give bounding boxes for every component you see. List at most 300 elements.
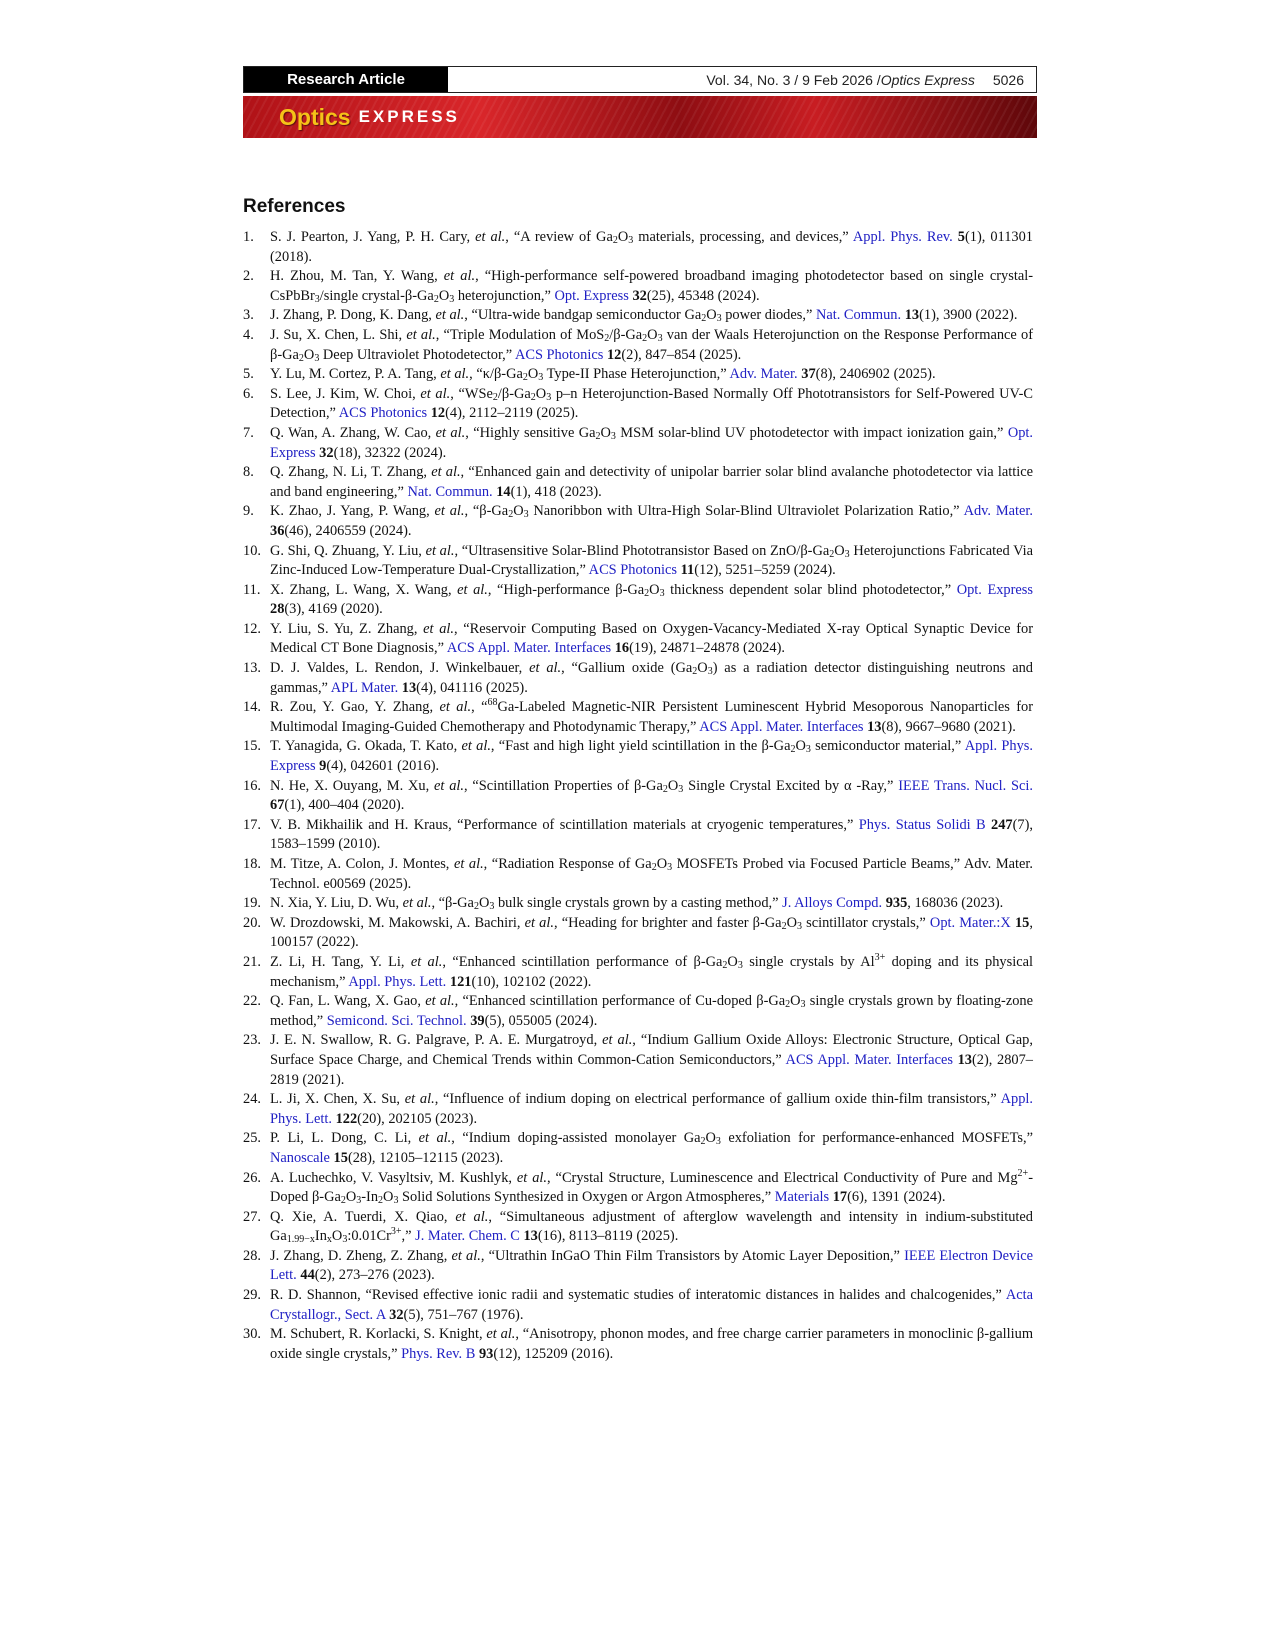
reference-number: 30. xyxy=(243,1326,261,1343)
ref-subscript: 2 xyxy=(722,959,728,971)
ref-volume: 36 xyxy=(270,522,285,539)
ref-authors: Q. Fan, L. Wang, X. Gao, xyxy=(270,993,426,1010)
ref-subscript: 3 xyxy=(805,744,811,756)
ref-pages: (19), 24871–24878 (2024). xyxy=(629,640,785,657)
reference-item-14 xyxy=(243,698,1033,737)
ref-subscript: 3 xyxy=(796,920,802,932)
reference-text xyxy=(270,502,1033,541)
ref-authors: M. Titze, A. Colon, J. Montes, xyxy=(270,856,454,872)
ref-etal: et al. xyxy=(406,326,436,343)
ref-superscript: 2+ xyxy=(1017,1167,1029,1179)
ref-title: , “A review of Ga xyxy=(505,229,613,245)
ref-title: Solid Solutions Synthesized in Oxygen or Argon Atmospheres,” xyxy=(398,1189,775,1206)
ref-title: In xyxy=(314,1228,327,1245)
journal-link[interactable]: Opt. Mater.:X xyxy=(929,914,1011,931)
ref-subscript: x xyxy=(326,1234,332,1246)
ref-subscript: 2 xyxy=(790,744,796,756)
ref-authors: Q. Xie, A. Tuerdi, X. Qiao, xyxy=(270,1208,456,1225)
ref-title: p–n Heterojunction-Based Normally Off Phototransistors for Self-Powered UV-C Detection,” xyxy=(270,385,1034,422)
ref-volume: 67 xyxy=(270,797,285,814)
reference-item-22 xyxy=(243,992,1033,1031)
ref-subscript: 2 xyxy=(433,293,439,305)
ref-etal: et al. xyxy=(434,503,465,520)
ref-subscript: 3 xyxy=(610,430,616,442)
ref-etal: et al. xyxy=(443,268,476,285)
journal-link[interactable]: IEEE Electron Device Lett. xyxy=(270,1247,1034,1284)
ref-authors: J. Zhang, P. Dong, K. Dang, xyxy=(270,307,436,324)
ref-title: , “Triple Modulation of MoS xyxy=(435,326,605,343)
journal-link[interactable]: Appl. Phys. Rev. xyxy=(852,229,953,245)
ref-subscript: 2 xyxy=(298,352,304,364)
reference-text xyxy=(270,1286,1033,1325)
ref-title: , “Crystal Structure, Luminescence and Electrical Conductivity of Pure and Mg xyxy=(547,1169,1018,1186)
ref-title: O xyxy=(656,856,668,872)
reference-text xyxy=(270,1090,1033,1129)
ref-subscript: 3 xyxy=(523,509,529,521)
ref-title: , “Highly sensitive Ga xyxy=(465,424,596,441)
ref-authors: S. Lee, J. Kim, W. Choi, xyxy=(270,385,421,402)
ref-pages: (4), 041116 (2025). xyxy=(416,679,528,696)
ref-title: O xyxy=(727,953,738,970)
ref-title: Nanoribbon with Ultra-High Solar-Blind Ultraviolet Polarization Ratio,” xyxy=(528,503,964,520)
ref-authors: P. Li, L. Dong, C. Li, xyxy=(270,1130,419,1147)
ref-etal: et al. xyxy=(435,424,466,441)
reference-item-12 xyxy=(243,620,1033,659)
ref-subscript: 3 xyxy=(449,293,455,305)
ref-title: , “WSe xyxy=(450,385,493,402)
ref-pages: (10), 102102 (2022). xyxy=(471,973,592,990)
ref-title: , “High-performance β-Ga xyxy=(487,581,645,598)
reference-number: 24. xyxy=(243,1091,261,1108)
ref-title: O xyxy=(786,914,797,931)
ref-etal: et al. xyxy=(440,366,470,383)
ref-etal: et al. xyxy=(423,620,455,637)
ref-pages: (1), 418 (2023). xyxy=(510,483,602,500)
reference-number: 28. xyxy=(243,1247,261,1264)
ref-authors: S. J. Pearton, J. Yang, P. H. Cary, xyxy=(270,229,476,245)
journal-link[interactable]: Appl. Phys. Lett. xyxy=(270,1091,1034,1127)
reference-number: 14. xyxy=(243,699,261,716)
journal-link[interactable]: Opt. Express xyxy=(956,581,1034,598)
ref-etal: et al. xyxy=(475,229,506,245)
reference-text xyxy=(270,698,1033,737)
ref-title: , “β-Ga xyxy=(431,895,474,912)
ref-subscript: 2 xyxy=(829,548,835,560)
reference-text xyxy=(270,894,1033,914)
ref-volume: 39 xyxy=(470,1012,485,1029)
ref-title: MOSFETs Probed via Focused Particle Beams,” Adv. Mater. Technol. e00569 (2025). xyxy=(270,856,1033,892)
ref-subscript: 2 xyxy=(700,1136,706,1148)
reference-item-15 xyxy=(243,737,1033,776)
references-heading: References xyxy=(243,196,346,217)
ref-volume: 37 xyxy=(801,366,816,383)
citation-journal: Optics Express xyxy=(880,71,975,88)
ref-title: , “Scintillation Properties of β-Ga xyxy=(464,777,663,794)
ref-subscript: 3 xyxy=(659,587,665,599)
reference-item-28 xyxy=(243,1247,1033,1286)
reference-text xyxy=(270,267,1033,306)
ref-title: O xyxy=(331,1228,343,1245)
ref-volume: 13 xyxy=(957,1051,972,1068)
journal-link[interactable]: Adv. Mater. xyxy=(963,503,1033,520)
ref-title: /β-Ga xyxy=(609,326,643,343)
reference-number: 21. xyxy=(243,953,261,970)
ref-pages: (8), 9667–9680 (2021). xyxy=(881,718,1016,735)
journal-logo-express: EXPRESS xyxy=(358,107,460,126)
reference-text xyxy=(270,659,1033,698)
ref-title: O xyxy=(535,385,547,402)
ref-title: van der Waals Heterojunction on the Response Performance of β-Ga xyxy=(270,326,1033,363)
ref-etal: et al. xyxy=(461,738,491,755)
ref-subscript: 1.99−x xyxy=(286,1234,315,1246)
citation-line xyxy=(448,67,1036,92)
ref-subscript: 2 xyxy=(530,391,536,403)
reference-item-7 xyxy=(243,424,1033,463)
ref-volume: 13 xyxy=(401,679,417,696)
ref-etal: et al. xyxy=(431,464,461,481)
ref-subscript: 3 xyxy=(678,783,684,795)
reference-text xyxy=(270,365,1033,385)
reference-text xyxy=(270,992,1033,1031)
ref-authors: Z. Li, H. Tang, Y. Li, xyxy=(270,953,411,970)
ref-title: :0.01Cr xyxy=(347,1228,391,1245)
ref-authors: R. D. Shannon, “Revised effective ionic radii and systematic studies of interatomic distances in halides and chalcogenides,” xyxy=(270,1287,1006,1304)
article-type-label: Research Article xyxy=(244,67,448,92)
reference-item-6 xyxy=(243,385,1033,424)
reference-number: 4. xyxy=(243,326,254,343)
reference-text xyxy=(270,581,1033,620)
ref-authors: Y. Lu, M. Cortez, P. A. Tang, xyxy=(270,366,441,383)
reference-text xyxy=(270,737,1033,776)
ref-pages: , 168036 (2023). xyxy=(907,895,1004,912)
ref-authors: J. Su, X. Chen, L. Shi, xyxy=(270,326,407,343)
ref-title: single crystals by Al xyxy=(742,953,875,970)
ref-superscript: 3+ xyxy=(874,951,886,963)
ref-etal: et al. xyxy=(457,581,488,598)
ref-subscript: 2 xyxy=(492,391,498,403)
reference-item-8 xyxy=(243,463,1033,502)
reference-text xyxy=(270,385,1033,424)
ref-title: doping and its physical mechanism,” xyxy=(270,953,1033,990)
ref-authors: N. He, X. Ouyang, M. Xu, xyxy=(270,777,434,794)
ref-authors: G. Shi, Q. Zhuang, Y. Liu, xyxy=(270,542,426,559)
ref-title: ,” xyxy=(401,1228,416,1245)
ref-etal: et al. xyxy=(425,542,455,559)
reference-item-3 xyxy=(243,306,1033,326)
ref-pages: (2), 847–854 (2025). xyxy=(621,346,742,363)
reference-number: 23. xyxy=(243,1032,261,1049)
reference-text xyxy=(270,1129,1033,1168)
reference-number: 3. xyxy=(243,307,254,324)
ref-subscript: 3 xyxy=(314,293,320,305)
reference-item-26 xyxy=(243,1169,1033,1208)
journal-logo-optics: Optics xyxy=(279,103,351,130)
reference-text xyxy=(270,1325,1033,1364)
journal-link[interactable]: ACS Photonics xyxy=(514,346,604,363)
ref-pages: (8), 2406902 (2025). xyxy=(815,366,936,383)
reference-item-2 xyxy=(243,267,1033,306)
journal-link[interactable]: Semicond. Sci. Technol. xyxy=(326,1012,467,1029)
reference-item-11 xyxy=(243,581,1033,620)
ref-title: , “Ultra-wide bandgap semiconductor Ga xyxy=(464,307,702,324)
ref-pages: (28), 12105–12115 (2023). xyxy=(347,1149,504,1166)
ref-title: heterojunction,” xyxy=(454,287,555,304)
ref-subscript: 3 xyxy=(356,1195,362,1207)
journal-link[interactable]: IEEE Trans. Nucl. Sci. xyxy=(898,777,1033,794)
ref-pages: (1), 3900 (2022). xyxy=(919,307,1018,324)
ref-volume: 13 xyxy=(523,1228,538,1245)
ref-title: , “Gallium oxide (Ga xyxy=(561,660,693,677)
ref-subscript: 2 xyxy=(785,999,791,1011)
ref-authors: Y. Liu, S. Yu, Z. Zhang, xyxy=(270,620,424,637)
ref-title: O xyxy=(617,229,629,245)
ref-pages: (1), 011301 (2018). xyxy=(270,229,1033,265)
ref-title: O xyxy=(438,287,450,304)
ref-authors: R. Zou, Y. Gao, Y. Zhang, xyxy=(270,699,440,716)
ref-etal: et al. xyxy=(435,307,465,324)
ref-title: O xyxy=(647,326,658,343)
ref-subscript: 2 xyxy=(604,332,610,344)
reference-number: 15. xyxy=(243,738,261,755)
ref-volume: 9 xyxy=(319,758,327,775)
ref-title: , “Enhanced gain and detectivity of unipolar barrier solar blind avalanche photodetector via lattice and band engineering,” xyxy=(270,464,1034,500)
ref-title: O xyxy=(478,895,490,912)
ref-title: Single Crystal Excited by α -Ray,” xyxy=(683,777,899,794)
ref-authors: X. Zhang, L. Wang, X. Wang, xyxy=(270,581,458,598)
journal-link[interactable]: Acta Crystallogr., Sect. A xyxy=(270,1287,1033,1323)
ref-subscript: 3 xyxy=(737,959,743,971)
reference-text xyxy=(270,953,1033,992)
reference-item-16 xyxy=(243,777,1033,816)
reference-number: 19. xyxy=(243,895,261,912)
ref-title: , “Influence of indium doping on electrical performance of gallium oxide thin-film transistors,” xyxy=(434,1091,1001,1108)
reference-item-23 xyxy=(243,1031,1033,1090)
ref-title: , “Indium doping-assisted monolayer Ga xyxy=(451,1130,701,1147)
ref-subscript: 2 xyxy=(595,430,601,442)
journal-link[interactable]: Nanoscale xyxy=(270,1149,330,1166)
ref-title: O xyxy=(345,1189,357,1206)
ref-subscript: 3 xyxy=(393,1195,399,1207)
ref-authors: H. Zhou, M. Tan, Y. Wang, xyxy=(270,268,444,285)
ref-volume: 17 xyxy=(832,1189,848,1206)
ref-subscript: 2 xyxy=(662,783,668,795)
ref-etal: et al. xyxy=(455,1208,489,1225)
journal-link[interactable]: Opt. Express xyxy=(554,287,629,304)
ref-volume: 12 xyxy=(430,405,446,422)
ref-title: , “ xyxy=(471,699,488,716)
ref-subscript: 3 xyxy=(628,235,634,246)
reference-number: 11. xyxy=(243,581,261,598)
reference-text xyxy=(270,1247,1033,1286)
ref-pages: (25), 45348 (2024). xyxy=(646,287,760,304)
ref-volume: 15 xyxy=(1014,914,1030,931)
ref-subscript: 2 xyxy=(378,1195,384,1207)
ref-title: semiconductor material,” xyxy=(810,738,965,755)
ref-title: MSM solar-blind UV photodetector with impact ionization gain,” xyxy=(615,424,1008,441)
reference-number: 13. xyxy=(243,660,261,677)
ref-subscript: 3 xyxy=(538,372,544,384)
ref-subscript: 3 xyxy=(314,352,320,364)
journal-link[interactable]: ACS Photonics xyxy=(588,562,678,579)
ref-volume: 935 xyxy=(885,895,908,912)
journal-link[interactable]: ACS Appl. Mater. Interfaces xyxy=(446,640,612,657)
ref-volume: 32 xyxy=(632,287,647,304)
ref-volume: 13 xyxy=(867,718,882,735)
ref-title: O xyxy=(790,993,801,1010)
reference-number: 26. xyxy=(243,1169,261,1186)
journal-link[interactable]: Appl. Phys. Express xyxy=(270,738,1033,775)
ref-title: Type-II Phase Heterojunction,” xyxy=(543,366,730,383)
ref-volume: 44 xyxy=(300,1267,315,1284)
ref-volume: 5 xyxy=(957,229,965,245)
ref-title: , “Ultrathin InGaO Thin Film Transistors by Atomic Layer Deposition,” xyxy=(480,1247,905,1264)
ref-etal: et al. xyxy=(404,1091,435,1108)
reference-text xyxy=(270,306,1033,326)
ref-subscript: 3 xyxy=(844,548,850,560)
ref-authors: T. Yanagida, G. Okada, T. Kato, xyxy=(270,738,462,755)
ref-title: , “Heading for brighter and faster β-Ga xyxy=(553,914,782,931)
ref-pages: (5), 055005 (2024). xyxy=(484,1012,598,1029)
ref-volume: 28 xyxy=(270,601,285,618)
ref-authors: W. Drozdowski, M. Makowski, A. Bachiri, xyxy=(270,914,525,931)
ref-title: O xyxy=(649,581,660,598)
ref-subscript: 2 xyxy=(644,587,650,599)
reference-text xyxy=(270,914,1033,953)
reference-text xyxy=(270,1208,1033,1247)
ref-etal: et al. xyxy=(410,953,443,970)
journal-link[interactable]: Nat. Commun. xyxy=(815,307,902,324)
journal-link[interactable]: Phys. Status Solidi B xyxy=(858,816,986,833)
journal-link[interactable]: Phys. Rev. B xyxy=(401,1345,476,1362)
reference-item-19 xyxy=(243,894,1033,914)
ref-title: , “Ultrasensitive Solar-Blind Phototransistor Based on ZnO/β-Ga xyxy=(454,542,830,559)
ref-subscript: 3 xyxy=(546,391,552,403)
reference-item-29 xyxy=(243,1286,1033,1325)
ref-title: , “High-performance self-powered broadband imaging photodetector based on single crystal-CsPbBr xyxy=(270,268,1033,304)
journal-link[interactable]: Adv. Mater. xyxy=(729,366,798,383)
ref-title: bulk single crystals grown by a casting method,” xyxy=(494,895,783,912)
reference-item-5 xyxy=(243,365,1033,385)
reference-item-21 xyxy=(243,953,1033,992)
journal-link[interactable]: APL Mater. xyxy=(330,679,399,696)
ref-pages: (4), 2112–2119 (2025). xyxy=(445,405,579,422)
ref-volume: 32 xyxy=(319,444,334,461)
reference-text xyxy=(270,326,1033,365)
ref-authors: D. J. Valdes, L. Rendon, J. Winkelbauer, xyxy=(270,660,530,677)
ref-volume: 16 xyxy=(614,640,630,657)
ref-pages: (46), 2406559 (2024). xyxy=(284,522,412,539)
ref-authors: V. B. Mikhailik and H. Kraus, “Performance of scintillation materials at cryogenic temperatures,” xyxy=(270,816,859,833)
ref-subscript: 3 xyxy=(667,862,673,873)
citation-volume: Vol. 34, No. 3 / 9 Feb 2026 / xyxy=(706,71,881,88)
ref-volume: 93 xyxy=(478,1345,494,1362)
ref-title: O xyxy=(834,542,845,559)
ref-etal: et al. xyxy=(439,699,472,716)
journal-link[interactable]: Nat. Commun. xyxy=(407,483,493,500)
page-number: 5026 xyxy=(992,71,1024,88)
ref-volume: 11 xyxy=(680,562,695,579)
reference-number: 25. xyxy=(243,1130,261,1147)
ref-etal: et al. xyxy=(451,1247,481,1264)
journal-link[interactable]: Appl. Phys. Lett. xyxy=(348,973,447,990)
ref-authors: K. Zhao, J. Yang, P. Wang, xyxy=(270,503,435,520)
journal-banner xyxy=(243,96,1037,138)
ref-title: single crystals grown by floating-zone method,” xyxy=(270,993,1034,1029)
ref-superscript: 68 xyxy=(487,697,498,709)
ref-pages: (3), 4169 (2020). xyxy=(284,601,383,618)
journal-link[interactable]: ACS Photonics xyxy=(338,405,428,422)
ref-pages: (12), 125209 (2016). xyxy=(493,1345,614,1362)
reference-number: 20. xyxy=(243,914,261,931)
reference-item-25 xyxy=(243,1129,1033,1168)
journal-link[interactable]: ACS Appl. Mater. Interfaces xyxy=(785,1051,953,1068)
ref-title: O xyxy=(697,660,708,677)
reference-number: 17. xyxy=(243,816,261,833)
reference-item-30 xyxy=(243,1325,1033,1364)
ref-subscript: 3 xyxy=(342,1234,348,1246)
ref-title: O xyxy=(706,307,717,324)
journal-link[interactable]: Materials xyxy=(774,1189,830,1206)
ref-subscript: 2 xyxy=(508,509,514,521)
ref-subscript: 2 xyxy=(340,1195,346,1207)
ref-subscript: 2 xyxy=(701,313,707,325)
reference-item-27 xyxy=(243,1208,1033,1247)
ref-title: Ga-Labeled Magnetic-NIR Persistent Luminescent Hybrid Mesoporous Nanoparticles for Multimodal Imaging-Guided Chemotherapy and Photodynamic Therapy,” xyxy=(270,699,1033,735)
reference-item-17 xyxy=(243,816,1033,855)
ref-title: O xyxy=(303,346,315,363)
reference-item-10 xyxy=(243,542,1033,581)
reference-number: 12. xyxy=(243,620,261,637)
ref-pages: (5), 751–767 (1976). xyxy=(403,1306,524,1323)
ref-pages: (18), 32322 (2024). xyxy=(333,444,447,461)
ref-etal: et al. xyxy=(425,993,455,1010)
ref-title: O xyxy=(383,1189,394,1206)
reference-number: 29. xyxy=(243,1287,261,1304)
ref-authors: N. Xia, Y. Liu, D. Wu, xyxy=(270,895,403,912)
ref-pages: (1), 400–404 (2020). xyxy=(284,797,405,814)
references-list xyxy=(243,228,1033,1364)
reference-item-1 xyxy=(243,228,1033,267)
reference-text xyxy=(270,463,1033,502)
ref-subscript: 2 xyxy=(692,666,698,678)
reference-text xyxy=(270,1031,1033,1090)
ref-etal: et al. xyxy=(418,1130,452,1147)
journal-header-bar xyxy=(243,66,1037,93)
ref-title: thickness dependent solar blind photodetector,” xyxy=(664,581,957,598)
ref-etal: et al. xyxy=(602,1032,633,1049)
ref-authors: L. Ji, X. Chen, X. Su, xyxy=(270,1091,405,1108)
ref-subscript: 2 xyxy=(781,920,787,932)
ref-volume: 12 xyxy=(606,346,622,363)
reference-number: 10. xyxy=(243,542,261,559)
ref-title: O xyxy=(600,424,611,441)
ref-subscript: 2 xyxy=(642,332,648,344)
ref-etal: et al. xyxy=(524,914,554,931)
ref-etal: et al. xyxy=(453,856,484,872)
ref-title: O xyxy=(667,777,679,794)
journal-link[interactable]: Opt. Express xyxy=(270,424,1033,461)
reference-number: 6. xyxy=(243,385,254,402)
journal-link[interactable]: J. Alloys Compd. xyxy=(782,895,883,912)
ref-pages: (7), 1583–1599 (2010). xyxy=(270,816,1034,853)
reference-number: 16. xyxy=(243,777,261,794)
journal-link[interactable]: ACS Appl. Mater. Interfaces xyxy=(699,718,864,735)
ref-title: , “Simultaneous adjustment of afterglow wavelength and intensity in indium-substituted Ga xyxy=(270,1208,1033,1245)
journal-link[interactable]: J. Mater. Chem. C xyxy=(415,1228,520,1245)
ref-pages: (20), 202105 (2023). xyxy=(357,1110,478,1127)
ref-title: scintillator crystals,” xyxy=(801,914,930,931)
reference-text xyxy=(270,424,1033,463)
